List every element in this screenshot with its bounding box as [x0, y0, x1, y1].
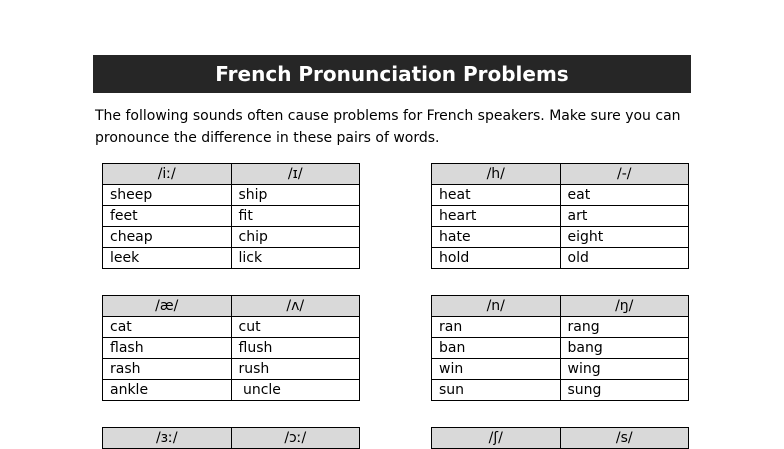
- sound-header: /æ/: [103, 296, 232, 317]
- word-cell: fit: [231, 206, 360, 227]
- word-cell: rush: [231, 359, 360, 380]
- word-cell: ran: [432, 317, 561, 338]
- word-cell: bang: [560, 338, 689, 359]
- sound-header: /ɔː/: [231, 428, 360, 449]
- sound-header: /iː/: [103, 164, 232, 185]
- table-row: [432, 185, 689, 206]
- intro-line-1: The following sounds often cause problems for French speakers. Make sure you can: [95, 108, 681, 124]
- table-row: [103, 185, 360, 206]
- sound-header: /ŋ/: [560, 296, 689, 317]
- pair-table-h-silent: [431, 163, 689, 269]
- pair-table-ae-uh: [102, 295, 360, 401]
- word-cell: cheap: [103, 227, 232, 248]
- word-cell: ankle: [103, 380, 232, 401]
- sound-header: /ʃ/: [432, 428, 561, 449]
- sound-header: /ɪ/: [231, 164, 360, 185]
- table-row: [103, 359, 360, 380]
- table-row: [432, 227, 689, 248]
- pair-table-ee-ih: [102, 163, 360, 269]
- table-row: [103, 338, 360, 359]
- table-header-row: [432, 296, 689, 317]
- word-cell: hold: [432, 248, 561, 269]
- word-cell: wing: [560, 359, 689, 380]
- table-row: [432, 206, 689, 227]
- table-row: [103, 380, 360, 401]
- word-cell: lick: [231, 248, 360, 269]
- pair-table-sh-s: [431, 427, 689, 449]
- table-row: [103, 317, 360, 338]
- sound-header: /ʌ/: [231, 296, 360, 317]
- intro-line-2: pronounce the difference in these pairs of words.: [95, 130, 440, 146]
- word-cell: feet: [103, 206, 232, 227]
- table-row: [103, 227, 360, 248]
- word-cell: leek: [103, 248, 232, 269]
- pair-table-er-or: [102, 427, 360, 449]
- word-cell: ban: [432, 338, 561, 359]
- sound-header: /-/: [560, 164, 689, 185]
- table-row: [432, 248, 689, 269]
- sound-header: /h/: [432, 164, 561, 185]
- word-cell: uncle: [231, 380, 360, 401]
- word-cell: flush: [231, 338, 360, 359]
- word-cell: hate: [432, 227, 561, 248]
- sound-header: /n/: [432, 296, 561, 317]
- word-cell: sung: [560, 380, 689, 401]
- table-header-row: [432, 164, 689, 185]
- table-header-row: [103, 428, 360, 449]
- page-title: French Pronunciation Problems: [93, 55, 691, 93]
- sound-header: /s/: [560, 428, 689, 449]
- word-cell: ship: [231, 185, 360, 206]
- word-cell: eat: [560, 185, 689, 206]
- word-cell: heart: [432, 206, 561, 227]
- word-cell: heat: [432, 185, 561, 206]
- table-row: [432, 338, 689, 359]
- word-cell: eight: [560, 227, 689, 248]
- word-cell: rash: [103, 359, 232, 380]
- table-header-row: [103, 164, 360, 185]
- table-header-row: [432, 428, 689, 449]
- table-row: [432, 359, 689, 380]
- pair-table-n-ng: [431, 295, 689, 401]
- sound-header: /ɜː/: [103, 428, 232, 449]
- word-cell: flash: [103, 338, 232, 359]
- word-cell: rang: [560, 317, 689, 338]
- table-row: [432, 317, 689, 338]
- word-cell: cut: [231, 317, 360, 338]
- table-header-row: [103, 296, 360, 317]
- word-cell: art: [560, 206, 689, 227]
- word-cell: sun: [432, 380, 561, 401]
- intro-paragraph: [95, 105, 695, 149]
- table-row: [432, 380, 689, 401]
- table-row: [103, 248, 360, 269]
- word-cell: chip: [231, 227, 360, 248]
- word-cell: old: [560, 248, 689, 269]
- word-cell: win: [432, 359, 561, 380]
- table-row: [103, 206, 360, 227]
- word-cell: sheep: [103, 185, 232, 206]
- word-cell: cat: [103, 317, 232, 338]
